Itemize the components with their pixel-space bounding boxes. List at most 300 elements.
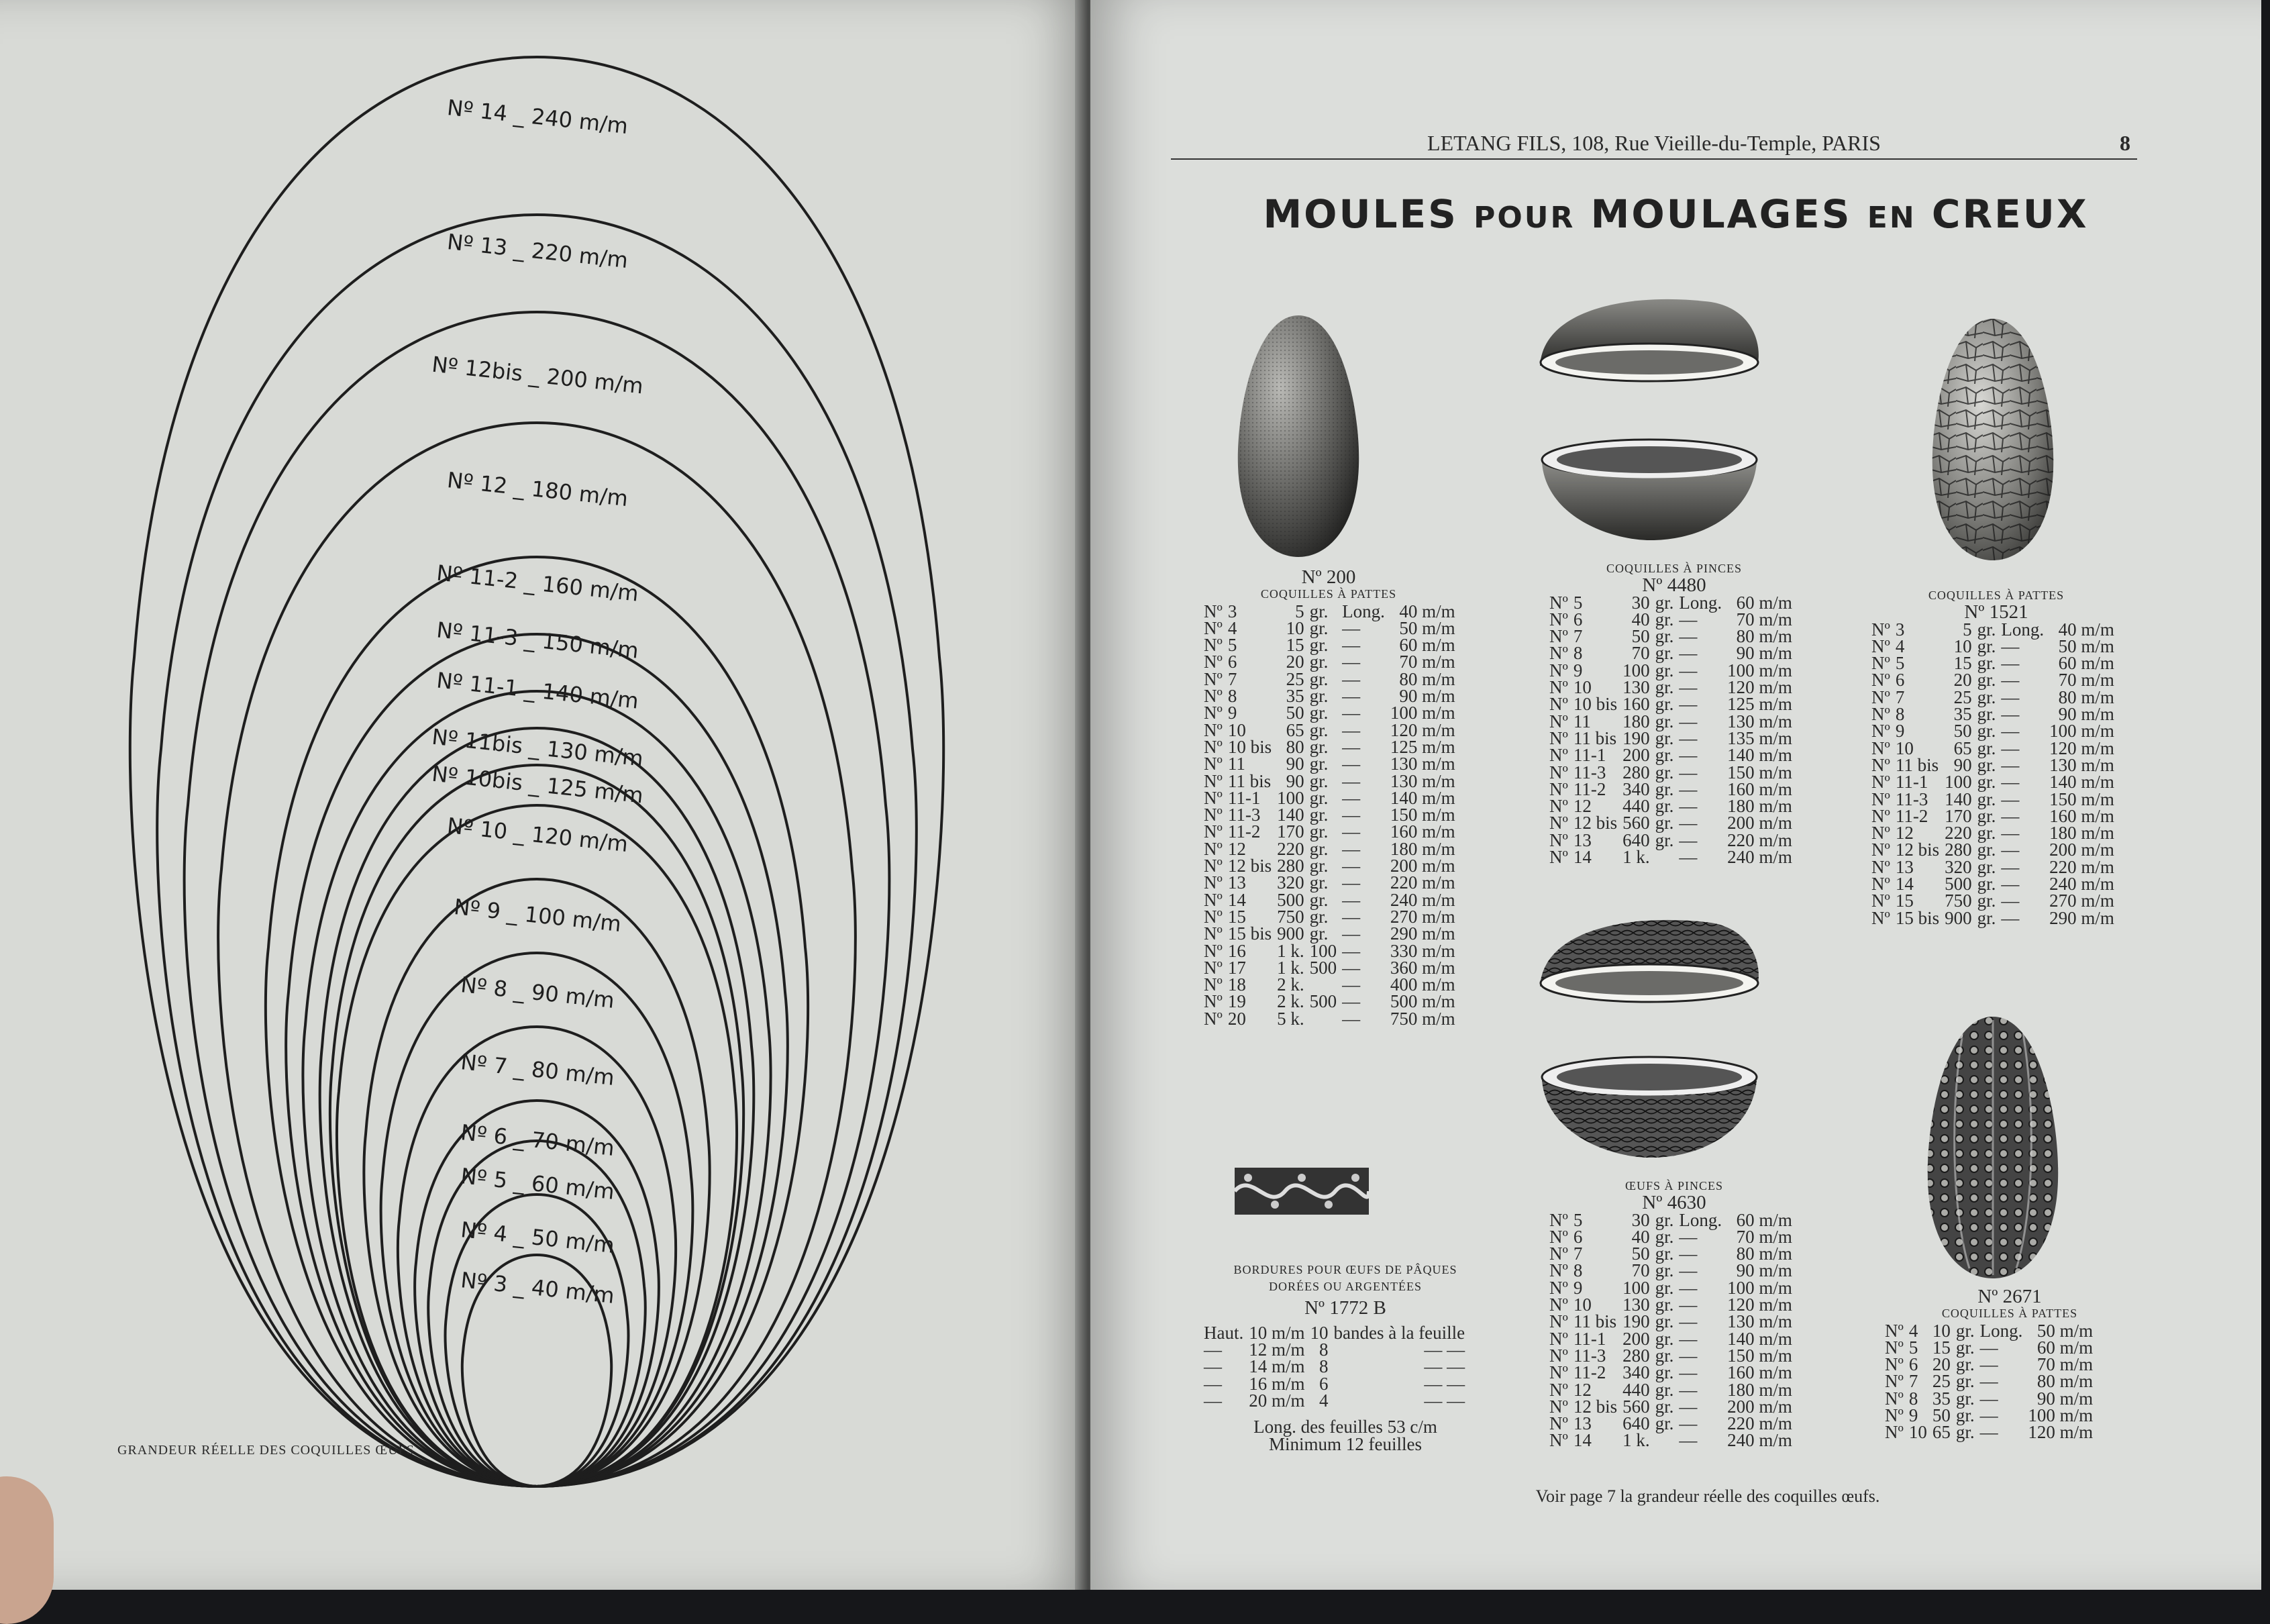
table-row <box>1201 705 1458 721</box>
table-cell: gr. <box>1977 805 1996 826</box>
table-cell: 160 <box>1622 694 1650 715</box>
table-cell: 280 <box>1277 856 1304 876</box>
table-cell: 4 <box>1319 1390 1329 1411</box>
table-cell: 560 <box>1622 1396 1650 1417</box>
table-cell: Nº <box>1204 923 1223 944</box>
table-cell: 15 <box>1895 891 1914 911</box>
table-cell: gr. <box>1655 1396 1674 1417</box>
table-cell: 130 m/m <box>1390 754 1455 774</box>
block-2671-caption: COQUILLES À PATTES <box>1941 1307 2078 1321</box>
table-cell: 5 <box>1573 592 1583 613</box>
table-cell: 70 <box>1631 643 1650 664</box>
firm-address: LETANG FILS, 108, Rue Vieille-du-Temple, PARIS <box>1427 131 1881 155</box>
table-cell: 240 m/m <box>1390 889 1455 910</box>
table-cell: 4 <box>1895 636 1905 656</box>
block-4630-table <box>1547 1209 1795 1451</box>
block-1521-number: Nº 1521 <box>1964 601 2028 623</box>
table-cell: gr. <box>1309 719 1329 740</box>
table-cell: 30 <box>1631 592 1650 613</box>
table-cell: 10 <box>1953 636 1972 656</box>
table-cell: Nº <box>1871 687 1890 707</box>
table-cell: Nº <box>1204 1008 1223 1029</box>
page-number: 8 <box>2120 131 2130 155</box>
table-cell: 40 m/m <box>1399 601 1455 621</box>
left-page <box>0 0 1090 1590</box>
table-cell: 80 m/m <box>1399 668 1455 689</box>
table-cell: Nº <box>1549 677 1568 698</box>
table-cell: 65 <box>1932 1422 1951 1443</box>
table-cell: 900 <box>1277 923 1304 944</box>
table-cell: 20 m/m <box>1249 1390 1305 1411</box>
table-cell: 340 <box>1622 1362 1650 1383</box>
table-cell: 270 m/m <box>2049 891 2114 911</box>
table-cell: 120 m/m <box>2028 1422 2094 1443</box>
table-cell: 130 m/m <box>1727 711 1792 731</box>
table-cell: 130 m/m <box>1390 770 1455 791</box>
table-cell: — <box>1679 677 1698 698</box>
table-cell: 60 m/m <box>2058 653 2114 674</box>
table-cell: 100 m/m <box>2049 721 2114 742</box>
table-cell: 90 m/m <box>1736 643 1792 664</box>
table-cell: 140 m/m <box>1727 745 1792 766</box>
table-cell: 4 <box>1227 617 1237 638</box>
table-cell: 100 <box>1622 660 1650 680</box>
table-cell: 13 <box>1227 872 1246 893</box>
block-1772-number: Nº 1772 B <box>1304 1297 1386 1319</box>
table-cell: gr. <box>1309 635 1329 656</box>
block-1772-note-2: Minimum 12 feuilles <box>1269 1433 1422 1454</box>
table-cell: gr. <box>1977 874 1996 895</box>
table-cell: gr. <box>1977 721 1996 742</box>
table-cell: Nº <box>1204 635 1223 656</box>
table-cell: — <box>2001 687 2020 707</box>
egg-size-label: Nº 5 _ 60 m/m <box>459 1163 616 1205</box>
table-cell: 80 m/m <box>2058 687 2114 707</box>
table-cell: — <box>1979 1354 1998 1375</box>
table-cell: 640 <box>1622 829 1650 850</box>
table-cell: 6 <box>1227 652 1237 672</box>
table-cell: — <box>1342 635 1361 656</box>
table-cell: — <box>1679 1226 1698 1247</box>
table-cell: — <box>1679 1244 1698 1264</box>
table-cell: 15 bis <box>1895 907 1940 928</box>
table-cell: — <box>1342 703 1361 723</box>
table-cell: — <box>1342 821 1361 842</box>
table-cell: 50 m/m <box>2058 636 2114 656</box>
table-cell: 60 m/m <box>1399 635 1455 656</box>
block-1521-table <box>1869 621 2117 927</box>
table-cell: 280 <box>1622 762 1650 782</box>
table-cell: 11 bis <box>1895 754 1939 775</box>
table-row <box>1201 1392 1467 1409</box>
table-cell: Nº <box>1871 636 1890 656</box>
table-cell: 10 <box>1286 617 1304 638</box>
table-cell: Nº <box>1549 813 1568 833</box>
table-cell: Nº <box>1204 787 1223 808</box>
table-cell: 8 <box>1573 643 1583 664</box>
table-cell: Nº <box>1871 670 1890 691</box>
table-cell: gr. <box>1977 619 1996 640</box>
table-cell: 340 <box>1622 778 1650 799</box>
table-cell: gr. <box>1655 813 1674 833</box>
table-cell: 10 <box>1895 738 1914 758</box>
table-cell: 200 m/m <box>1727 1396 1792 1417</box>
table-cell: 9 <box>1895 721 1905 742</box>
table-cell: gr. <box>1655 1209 1674 1230</box>
table-cell: gr. <box>1309 821 1329 842</box>
table-cell: 10 <box>1908 1422 1927 1443</box>
table-cell: 80 m/m <box>1736 1244 1792 1264</box>
egg-size-label: Nº 9 _ 100 m/m <box>452 894 623 937</box>
table-cell: — <box>1679 813 1698 833</box>
table-cell: 6 <box>1573 1226 1583 1247</box>
table-cell: 750 m/m <box>1390 1008 1455 1029</box>
table-cell: gr. <box>1977 789 1996 809</box>
table-cell: Long. <box>1342 601 1385 621</box>
table-cell: 500 <box>1277 889 1304 910</box>
block-200 <box>1201 566 1456 1029</box>
table-cell: gr. <box>1977 636 1996 656</box>
table-cell: 12 <box>1573 796 1592 817</box>
table-cell: 5 k. <box>1277 1008 1304 1029</box>
table-cell: 65 <box>1286 719 1304 740</box>
table-cell: Nº <box>1549 1260 1568 1281</box>
table-cell: 2 k. <box>1277 991 1304 1012</box>
table-row <box>1201 925 1458 942</box>
table-cell: 120 m/m <box>1390 719 1455 740</box>
table-cell: 10 <box>1932 1320 1951 1341</box>
table-cell: Nº <box>1885 1354 1904 1375</box>
table-cell: gr. <box>1977 670 1996 691</box>
table-cell: 220 m/m <box>1727 829 1792 850</box>
table-row <box>1869 672 2117 689</box>
table-cell: 160 m/m <box>1727 778 1792 799</box>
table-cell: 11 bis <box>1573 1311 1617 1332</box>
table-cell: 270 m/m <box>1390 906 1455 927</box>
table-cell: 750 <box>1277 906 1304 927</box>
table-cell: — <box>2001 754 2020 775</box>
table-cell: gr. <box>1655 711 1674 731</box>
table-cell: 125 m/m <box>1390 736 1455 757</box>
table-cell: 30 <box>1631 1209 1650 1230</box>
table-cell: 200 m/m <box>1390 856 1455 876</box>
table-cell: 140 m/m <box>2049 772 2114 793</box>
table-cell: 12 <box>1227 838 1246 859</box>
table-cell: 6 <box>1908 1354 1918 1375</box>
page-header <box>1171 131 2137 160</box>
table-cell: 180 m/m <box>1390 838 1455 859</box>
table-cell: Nº <box>1885 1371 1904 1392</box>
page-title <box>1090 191 2261 237</box>
table-cell: Long. <box>2001 619 2045 640</box>
table-cell: Nº <box>1885 1320 1904 1341</box>
table-cell: — <box>1342 923 1361 944</box>
table-cell: Nº <box>1871 907 1890 928</box>
egg-size-label: Nº 11-2 _ 160 m/m <box>435 560 640 607</box>
table-cell: gr. <box>1655 727 1674 748</box>
table-row <box>1547 1432 1795 1449</box>
table-cell: 180 m/m <box>2049 823 2114 844</box>
left-caption: GRANDEUR RÉELLE DES COQUILLES ŒUFS <box>117 1443 415 1458</box>
table-cell: 90 <box>1286 770 1304 791</box>
block-2671-number: Nº 2671 <box>1977 1286 2042 1307</box>
table-cell: Nº <box>1204 940 1223 961</box>
table-cell: Nº <box>1549 626 1568 647</box>
table-cell: gr. <box>1955 1388 1975 1409</box>
table-row <box>1201 823 1458 840</box>
table-cell: gr. <box>1655 592 1674 613</box>
table-row <box>1882 1424 2096 1441</box>
table-cell: 100 m/m <box>1390 703 1455 723</box>
table-cell: gr. <box>1955 1337 1975 1358</box>
table-cell: — <box>1979 1388 1998 1409</box>
table-cell: 11-2 <box>1895 805 1928 826</box>
table-cell: 7 <box>1895 687 1905 707</box>
table-cell: 90 m/m <box>2036 1388 2094 1409</box>
table-cell: 90 m/m <box>2058 704 2114 725</box>
egg-4480-illustration <box>1537 289 1761 544</box>
table-cell: Nº <box>1204 719 1223 740</box>
egg-outline <box>330 765 743 1486</box>
table-cell: gr. <box>1977 754 1996 775</box>
table-cell: — <box>1342 957 1361 978</box>
table-cell: — <box>1342 805 1361 825</box>
table-cell: 130 <box>1622 1295 1650 1315</box>
table-cell: 15 <box>1286 635 1304 656</box>
table-cell: 11 bis <box>1227 770 1272 791</box>
egg-1521-illustration <box>1929 315 2057 564</box>
table-cell: — <box>1342 1008 1361 1029</box>
table-cell: — <box>1204 1373 1222 1394</box>
block-1521-caption: COQUILLES À PATTES <box>1928 589 2065 602</box>
table-cell: — <box>1679 762 1698 782</box>
egg-size-label: Nº 11bis _ 130 m/m <box>430 723 645 772</box>
table-cell: 240 m/m <box>2049 874 2114 895</box>
table-cell: — <box>1342 617 1361 638</box>
table-cell: — <box>1679 1328 1698 1349</box>
table-cell: Nº <box>1204 686 1223 707</box>
table-cell: 60 m/m <box>2036 1337 2094 1358</box>
table-cell: gr. <box>1309 736 1329 757</box>
title-word-4: EN <box>1867 201 1916 235</box>
table-cell: — <box>2001 670 2020 691</box>
table-cell: 5 <box>1895 653 1905 674</box>
table-cell: Nº <box>1204 821 1223 842</box>
table-cell: 220 m/m <box>1727 1413 1792 1434</box>
table-cell: Nº <box>1549 1311 1568 1332</box>
table-cell: 1 k. <box>1277 957 1304 978</box>
table-cell: Nº <box>1549 660 1568 680</box>
table-cell: 11-3 <box>1227 805 1261 825</box>
table-cell: Nº <box>1204 957 1223 978</box>
table-cell: Nº <box>1549 1277 1568 1298</box>
table-cell: gr. <box>1655 609 1674 629</box>
table-cell: — <box>1979 1337 1998 1358</box>
table-cell: 8 <box>1573 1260 1583 1281</box>
table-cell: 240 m/m <box>1727 1430 1792 1451</box>
block-4630 <box>1547 1178 1802 1450</box>
table-cell: gr. <box>1955 1354 1975 1375</box>
table-cell: 125 m/m <box>1727 694 1792 715</box>
table-cell: 14 <box>1573 1430 1592 1451</box>
table-cell: 11-1 <box>1573 1328 1606 1349</box>
table-cell: — <box>1679 847 1698 868</box>
table-cell: 14 <box>1573 847 1592 868</box>
table-cell: gr. <box>1655 778 1674 799</box>
table-cell: 120 m/m <box>1727 677 1792 698</box>
table-cell: 320 <box>1277 872 1304 893</box>
table-cell: — <box>1679 694 1698 715</box>
block-1772 <box>1201 1262 1490 1453</box>
table-cell: 4 <box>1908 1320 1918 1341</box>
table-cell: Nº <box>1204 601 1223 621</box>
table-cell: bandes à la feuille <box>1333 1322 1465 1343</box>
table-cell: Nº <box>1549 829 1568 850</box>
egg-size-chart <box>0 0 1090 1590</box>
table-cell: — <box>1679 1277 1698 1298</box>
table-row <box>1869 893 2117 909</box>
table-cell: 60 m/m <box>1736 1209 1792 1230</box>
table-cell: 20 <box>1286 652 1304 672</box>
table-cell: 240 m/m <box>1727 847 1792 868</box>
table-cell: 7 <box>1573 626 1583 647</box>
block-4480-table <box>1547 592 1795 868</box>
egg-size-label: Nº 8 _ 90 m/m <box>459 972 616 1013</box>
table-cell: 90 <box>1286 754 1304 774</box>
table-cell: — <box>1679 745 1698 766</box>
table-cell: 13 <box>1895 856 1914 877</box>
table-cell: — <box>1679 1430 1698 1451</box>
table-cell: gr. <box>1955 1422 1975 1443</box>
table-cell: — <box>2001 805 2020 826</box>
table-cell: Nº <box>1871 805 1890 826</box>
table-cell: gr. <box>1977 653 1996 674</box>
table-cell: 40 m/m <box>2058 619 2114 640</box>
table-row <box>1547 1364 1795 1381</box>
table-cell: — <box>2001 840 2020 860</box>
block-4480-number: Nº 4480 <box>1642 574 1706 597</box>
table-cell: 50 <box>1286 703 1304 723</box>
table-cell: 25 <box>1932 1371 1951 1392</box>
block-200-caption: COQUILLES À PATTES <box>1260 587 1397 601</box>
table-row <box>1869 723 2117 740</box>
table-cell: 150 m/m <box>1727 762 1792 782</box>
table-cell: — <box>1342 770 1361 791</box>
table-cell: Long. <box>1679 592 1722 613</box>
table-cell: Nº <box>1549 1430 1568 1451</box>
table-cell: — <box>1342 856 1361 876</box>
egg-size-label: Nº 7 _ 80 m/m <box>459 1049 616 1090</box>
table-cell: Nº <box>1871 754 1890 775</box>
table-cell: — <box>1679 643 1698 664</box>
table-cell: 3 <box>1895 619 1905 640</box>
table-cell: gr. <box>1955 1320 1975 1341</box>
table-cell: gr. <box>1977 738 1996 758</box>
table-cell: 200 m/m <box>1727 813 1792 833</box>
table-cell: gr. <box>1977 907 1996 928</box>
table-cell: gr. <box>1655 829 1674 850</box>
table-cell: Nº <box>1871 772 1890 793</box>
table-cell: 11-2 <box>1573 1362 1606 1383</box>
table-cell: — <box>2001 789 2020 809</box>
table-cell: 360 m/m <box>1390 957 1455 978</box>
table-cell: 15 <box>1227 906 1246 927</box>
table-cell: 3 <box>1227 601 1237 621</box>
right-page <box>1090 0 2261 1590</box>
table-cell: Nº <box>1549 1209 1568 1230</box>
table-cell: — <box>2001 636 2020 656</box>
table-cell: 90 m/m <box>1399 686 1455 707</box>
table-cell: Nº <box>1204 872 1223 893</box>
table-cell: 440 <box>1622 1379 1650 1400</box>
thumb <box>0 1476 54 1624</box>
table-cell: 9 <box>1573 1277 1583 1298</box>
title-word-2: POUR <box>1474 201 1576 235</box>
table-cell: 11-3 <box>1573 1345 1606 1366</box>
table-cell: Nº <box>1885 1337 1904 1358</box>
table-cell: — <box>1342 991 1361 1012</box>
egg-200-illustration <box>1235 312 1362 560</box>
table-cell: 1 k. <box>1622 847 1650 868</box>
table-cell: Nº <box>1204 668 1223 689</box>
egg-size-label: Nº 14 _ 240 m/m <box>446 95 629 140</box>
table-cell: 160 m/m <box>1727 1362 1792 1383</box>
table-cell: 10 <box>1310 1322 1329 1343</box>
border-strip-1772-illustration <box>1235 1168 1369 1215</box>
table-cell: 140 m/m <box>1390 787 1455 808</box>
table-cell: 70 m/m <box>1736 1226 1792 1247</box>
block-1521 <box>1869 587 2124 927</box>
table-cell: 10 <box>1573 1295 1592 1315</box>
table-cell: 11 <box>1573 711 1591 731</box>
table-row <box>1201 756 1458 772</box>
table-cell: 140 m/m <box>1727 1328 1792 1349</box>
table-cell: — <box>1342 652 1361 672</box>
table-cell: 500 <box>1309 991 1337 1012</box>
table-cell: 290 m/m <box>2049 907 2114 928</box>
table-cell: gr. <box>1655 1295 1674 1315</box>
table-cell: — <box>1342 889 1361 910</box>
table-cell: Nº <box>1204 991 1223 1012</box>
table-cell: 150 m/m <box>2049 789 2114 809</box>
table-cell: 20 <box>1227 1008 1246 1029</box>
table-cell: 290 m/m <box>1390 923 1455 944</box>
table-cell: Haut. <box>1204 1322 1244 1343</box>
table-cell: Nº <box>1549 762 1568 782</box>
table-cell: 8 <box>1227 686 1237 707</box>
table-cell: — <box>2001 856 2020 877</box>
table-cell: — <box>1342 872 1361 893</box>
table-cell: — <box>1342 736 1361 757</box>
table-cell: 200 m/m <box>2049 840 2114 860</box>
table-cell: gr. <box>1309 754 1329 774</box>
table-cell: 15 bis <box>1227 923 1272 944</box>
table-cell: — <box>2001 738 2020 758</box>
table-cell: gr. <box>1977 891 1996 911</box>
table-cell: — <box>1204 1356 1222 1377</box>
table-cell: 180 <box>1622 711 1650 731</box>
table-cell: 10 bis <box>1573 694 1618 715</box>
table-cell: gr. <box>1977 823 1996 844</box>
table-row <box>1869 774 2117 791</box>
table-cell: gr. <box>1655 745 1674 766</box>
table-cell: gr. <box>1309 838 1329 859</box>
table-cell: 40 <box>1631 1226 1650 1247</box>
table-cell <box>1307 1011 1340 1027</box>
table-cell: 200 <box>1622 745 1650 766</box>
egg-size-label: Nº 12bis _ 200 m/m <box>430 351 645 399</box>
table-cell: 11-2 <box>1573 778 1606 799</box>
